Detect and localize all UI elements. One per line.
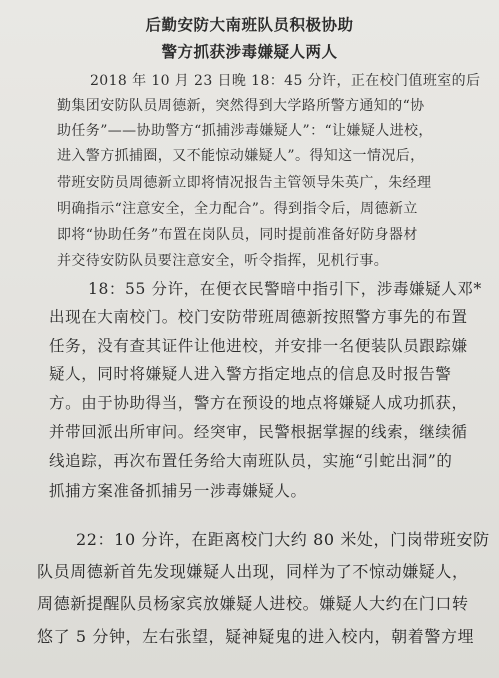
paragraph-2-line: 出现在大南校门。校门安防带班周德新按照警方事先的布置 [49, 308, 468, 326]
paragraph-3-line: 队员周德新首先发现嫌疑人出现，同样为了不惊动嫌疑人， [37, 562, 469, 581]
paragraph-1-line: 进入警方抓捕圈，又不能惊动嫌疑人”。得知这一情况后， [57, 148, 425, 164]
document-title-line-1: 后勤安防大南班队员积极协助 [145, 16, 354, 34]
paragraph-1-line: 带班安防员周德新立即将情况报告主管领导朱英广，朱经理 [57, 175, 432, 191]
paragraph-2-line: 任务，没有查其证件让他进校，并安排一名便装队员跟踪嫌 [49, 337, 468, 355]
paragraph-1-line: 并交待安防队员要注意安全，听令指挥，见机行事。 [57, 253, 389, 269]
paragraph-2-line: 方。由于协助得当，警方在预设的地点将嫌疑人成功抓获， [49, 394, 468, 412]
paragraph-1-line: 明确指示“注意安全，全力配合”。得到指令后，周德新立 [57, 201, 418, 217]
paragraph-3-line: 悠了 5 分钟，左右张望，疑神疑鬼的进入校内，朝着警方埋 [37, 627, 475, 646]
paragraph-3-line: 22：10 分许，在距离校门大约 80 米处，门岗带班安防 [76, 530, 490, 549]
paragraph-2-line: 疑人，同时将嫌疑人进入警方指定地点的信息及时报告警 [49, 365, 452, 383]
document-title-line-2: 警方抓获涉毒嫌疑人两人 [161, 43, 338, 61]
paragraph-1-line: 2018 年 10 月 23 日晚 18：45 分许，正在校门值班室的后 [90, 73, 481, 89]
paragraph-2-line: 18：55 分许，在便衣民警暗中指引下，涉毒嫌疑人邓* [88, 280, 482, 298]
paragraph-1-line: 即将“协助任务”布置在岗队员，同时提前准备好防身器材 [57, 227, 418, 243]
paragraph-2-line: 并带回派出所审问。经突审，民警根据掌握的线索，继续循 [49, 423, 468, 441]
paragraph-3-line: 周德新提醒队员杨家宾放嫌疑人进校。嫌疑人大约在门口转 [37, 594, 469, 613]
paragraph-2-line: 抓捕方案准备抓捕另一涉毒嫌疑人。 [49, 482, 307, 500]
paragraph-1-line: 助任务”——协助警方“抓捕涉毒嫌疑人”：“让嫌疑人进校， [57, 123, 433, 139]
paragraph-2-line: 线追踪，再次布置任务给大南班队员，实施“引蛇出洞”的 [49, 452, 453, 470]
paragraph-1-line: 勤集团安防队员周德新，突然得到大学路所警方通知的“协 [57, 98, 425, 114]
